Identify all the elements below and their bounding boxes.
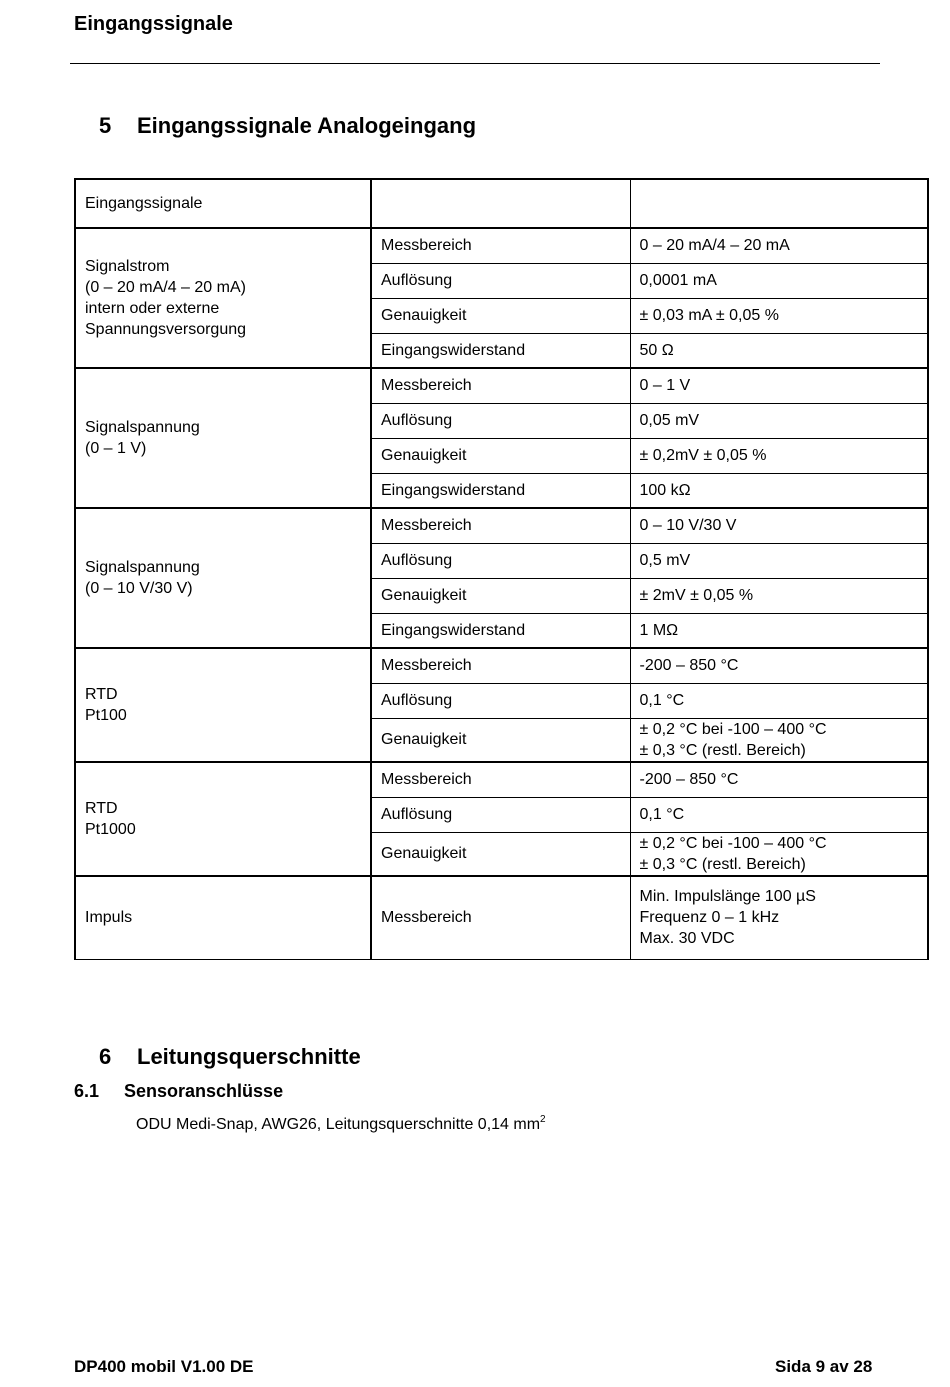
parameter-name: Messbereich: [371, 876, 630, 959]
section-5-heading: [99, 113, 476, 139]
parameter-name: Messbereich: [371, 762, 630, 797]
parameter-value: ± 2mV ± 0,05 %: [630, 578, 928, 613]
table-header-row: [75, 179, 928, 228]
parameter-name: Genauigkeit: [371, 578, 630, 613]
parameter-name: Auflösung: [371, 683, 630, 718]
signal-type-label: Impuls: [75, 876, 371, 959]
section-5-title: Eingangssignale Analogeingang: [137, 113, 477, 138]
signal-type-label: RTD Pt1000: [75, 762, 371, 876]
section-6-title: Leitungsquerschnitte: [137, 1044, 361, 1069]
parameter-value: 0 – 20 mA/4 – 20 mA: [630, 228, 928, 263]
parameter-name: Messbereich: [371, 508, 630, 543]
parameter-name: Messbereich: [371, 648, 630, 683]
section-6-number: 6: [99, 1044, 112, 1069]
parameter-value: 1 MΩ: [630, 613, 928, 648]
signal-type-label: Signalspannung (0 – 1 V): [75, 368, 371, 508]
section-6-1-title: Sensoranschlüsse: [124, 1081, 284, 1101]
parameter-name: Eingangswiderstand: [371, 613, 630, 648]
table-row: [75, 368, 928, 403]
superscript-squared: 2: [540, 1114, 546, 1125]
table-row: [75, 228, 928, 263]
parameter-value: 0,0001 mA: [630, 263, 928, 298]
table-row: [75, 876, 928, 959]
parameter-name: Auflösung: [371, 263, 630, 298]
parameter-value: ± 0,2mV ± 0,05 %: [630, 438, 928, 473]
parameter-value: 0 – 1 V: [630, 368, 928, 403]
parameter-name: Genauigkeit: [371, 298, 630, 333]
parameter-name: Eingangswiderstand: [371, 473, 630, 508]
parameter-value: 100 kΩ: [630, 473, 928, 508]
sensor-connection-text: [136, 1114, 546, 1134]
parameter-value: ± 0,2 °C bei -100 – 400 °C ± 0,3 °C (restl. Bereich): [630, 832, 928, 876]
parameter-name: Messbereich: [371, 228, 630, 263]
table-header-empty-cell: [630, 179, 928, 228]
sensor-connection-description: ODU Medi-Snap, AWG26, Leitungsquerschnitte 0,14 mm: [136, 1116, 541, 1133]
section-6-heading: [99, 1044, 361, 1070]
parameter-name: Genauigkeit: [371, 438, 630, 473]
page-header-title: Eingangssignale: [74, 13, 233, 35]
table-row: [75, 648, 928, 683]
parameter-value: 0,1 °C: [630, 797, 928, 832]
signal-type-label: Signalstrom (0 – 20 mA/4 – 20 mA) intern oder externe Spannungsversorgung: [75, 228, 371, 368]
parameter-name: Auflösung: [371, 403, 630, 438]
parameter-value: 0,1 °C: [630, 683, 928, 718]
parameter-value: 50 Ω: [630, 333, 928, 368]
parameter-name: Eingangswiderstand: [371, 333, 630, 368]
header-divider: [70, 63, 880, 64]
table-header-empty-cell: [371, 179, 630, 228]
parameter-value: -200 – 850 °C: [630, 648, 928, 683]
table-header-label: Eingangssignale: [75, 179, 371, 228]
parameter-value: 0,5 mV: [630, 543, 928, 578]
table-row: [75, 508, 928, 543]
parameter-value: -200 – 850 °C: [630, 762, 928, 797]
parameter-name: Auflösung: [371, 543, 630, 578]
signal-type-label: RTD Pt100: [75, 648, 371, 762]
section-6-1-heading: [74, 1081, 283, 1102]
parameter-name: Genauigkeit: [371, 832, 630, 876]
parameter-name: Genauigkeit: [371, 718, 630, 762]
footer-page-number: Sida 9 av 28: [775, 1357, 873, 1376]
parameter-value: Min. Impulslänge 100 µS Frequenz 0 – 1 kHz Max. 30 VDC: [630, 876, 928, 959]
input-signals-table-body: [75, 179, 928, 959]
section-6-1-number: 6.1: [74, 1081, 100, 1101]
parameter-value: 0 – 10 V/30 V: [630, 508, 928, 543]
table-row: [75, 762, 928, 797]
input-signals-table: [74, 178, 929, 960]
parameter-value: ± 0,2 °C bei -100 – 400 °C ± 0,3 °C (restl. Bereich): [630, 718, 928, 762]
parameter-name: Messbereich: [371, 368, 630, 403]
section-5-number: 5: [99, 113, 112, 138]
parameter-value: 0,05 mV: [630, 403, 928, 438]
parameter-name: Auflösung: [371, 797, 630, 832]
footer-document-name: DP400 mobil V1.00 DE: [74, 1357, 254, 1376]
signal-type-label: Signalspannung (0 – 10 V/30 V): [75, 508, 371, 648]
parameter-value: ± 0,03 mA ± 0,05 %: [630, 298, 928, 333]
